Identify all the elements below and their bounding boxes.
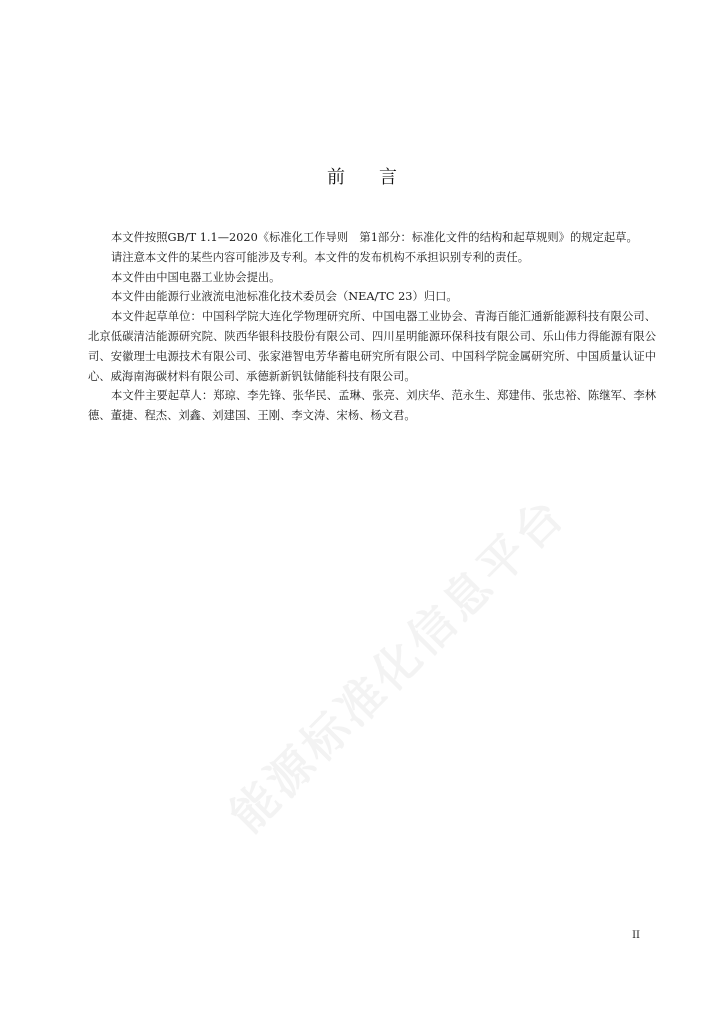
paragraph-drafting-rules: 本文件按照GB/T 1.1—2020《标准化工作导则 第1部分：标准化文件的结构和起草规则》的规定起草。 [111,231,638,244]
paragraph-proposer: 本文件由中国电器工业协会提出。 [111,270,281,284]
page-number: II [632,930,640,941]
paragraph-patent-notice: 请注意本文件的某些内容可能涉及专利。本文件的发布机构不承担识别专利的责任。 [111,250,529,264]
watermark: 能源标准化信息平台 [219,486,576,843]
paragraph-drafting-units: 本文件起草单位：中国科学院大连化学物理研究所、中国电器工业协会、青海百能汇通新能源科技有限公司、北京低碳清洁能源研究院、陕西华银科技股份有限公司、四川星明能源环保科技有限公司、乐山伟力得能源有限公司、安徽理士电源技术有限公司、张家港智电芳华蓄电研究所有限公司、中国科学院金属研究所、中国质量认证中心、威海南海碳材料有限公司、承德新新钒钛储能科技有限公司。 [88,310,656,383]
title-char-1: 前 [327,167,345,188]
section-title [0,163,724,189]
paragraph-committee: 本文件由能源行业液流电池标准化技术委员会（NEA/TC 23）归口。 [111,290,458,304]
paragraph-drafters: 本文件主要起草人：郑琼、李先锋、张华民、孟琳、张亮、刘庆华、范永生、郑建伟、张忠裕、陈继军、李林德、董捷、程杰、刘鑫、刘建国、王刚、李文涛、宋杨、杨文君。 [88,389,656,423]
foreword-body [88,228,656,426]
title-char-2: 言 [379,167,397,188]
